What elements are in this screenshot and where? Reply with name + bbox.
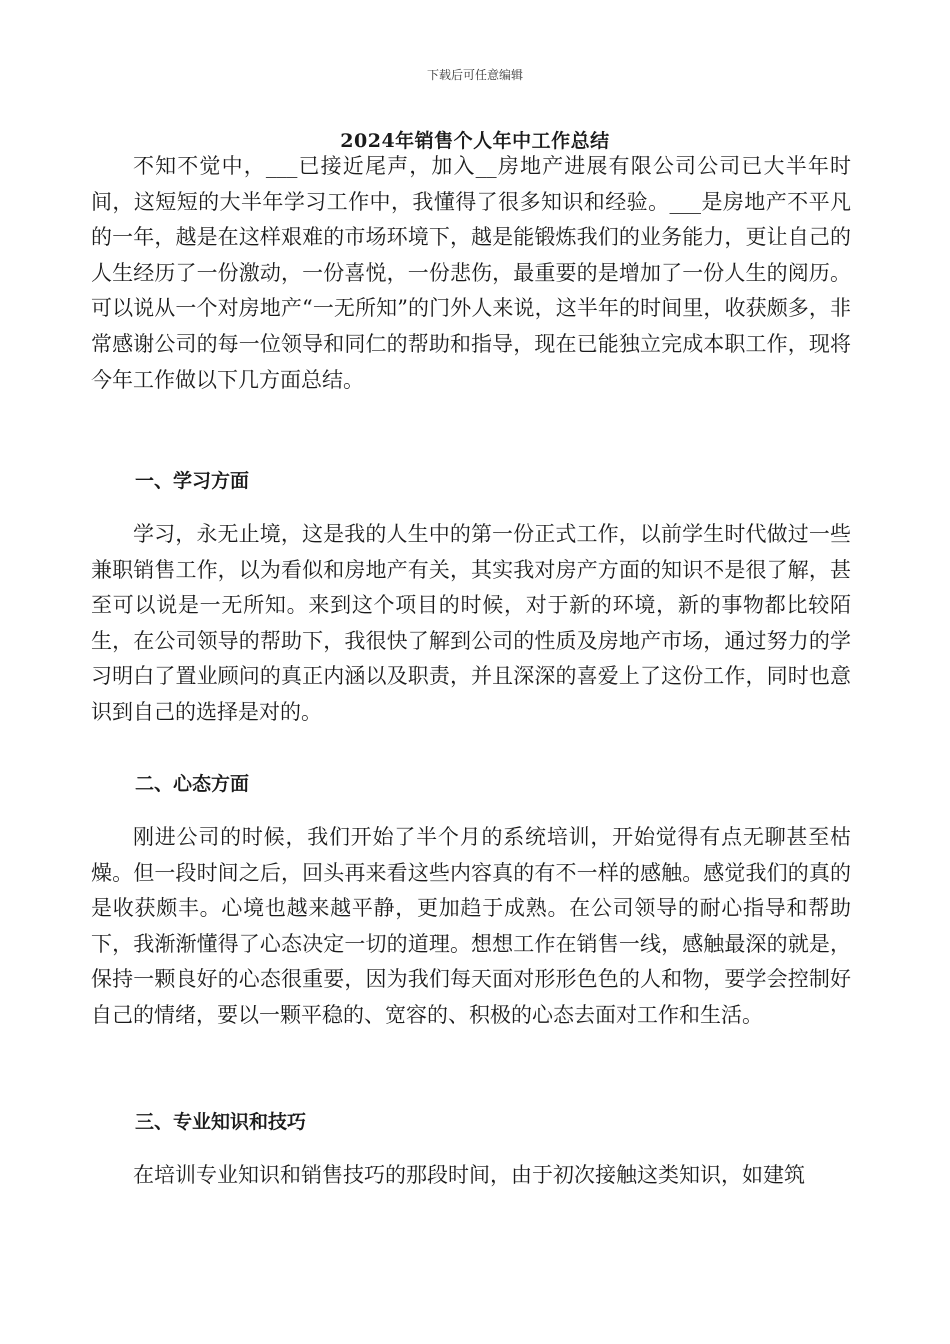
section-paragraph-study: 学习，永无止境，这是我的人生中的第一份正式工作，以前学生时代做过一些兼职销售工作，以为看似和房地产有关，其实我对房产方面的知识不是很了解，甚至可以说是一无所知。来到这个项目的时候，对于新的环境，新的事物都比较陌生，在公司领导的帮助下，我很快了解到公司的性质及房地产市场，通过努力的学习明白了置业顾问的真正内涵以及职责，并且深深的喜爱上了这份工作，同时也意识到自己的选择是对的。 <box>91 522 851 724</box>
document-title: 2024年销售个人年中工作总结 <box>340 130 610 152</box>
intro-paragraph: 不知不觉中，___已接近尾声，加入__房地产进展有限公司公司已大半年时间，这短短的大半年学习工作中，我懂得了很多知识和经验。___是房地产不平凡的一年，越是在这样艰难的市场环境下，越是能锻炼我们的业务能力，更让自己的人生经历了一份激动，一份喜悦，一份悲伤，最重要的是增加了一份人生的阅历。可以说从一个对房地产“一无所知”的门外人来说，这半年的时间里，收获颇多，非常感谢公司的每一位领导和同仁的帮助和指导，现在已能独立完成本职工作，现将今年工作做以下几方面总结。 <box>91 154 851 392</box>
section-heading-mindset: 二、心态方面 <box>135 773 250 795</box>
section-paragraph-skills: 在培训专业知识和销售技巧的那段时间，由于初次接触这类知识，如建筑 <box>133 1163 805 1187</box>
section-heading-skills: 三、专业知识和技巧 <box>135 1111 307 1133</box>
section-paragraph-mindset: 刚进公司的时候，我们开始了半个月的系统培训，开始觉得有点无聊甚至枯燥。但一段时间之后，回头再来看这些内容真的有不一样的感触。感觉我们的真的是收获颇丰。心境也越来越平静，更加趋于成熟。在公司领导的耐心指导和帮助下，我渐渐懂得了心态决定一切的道理。想想工作在销售一线，感触最深的就是，保持一颗良好的心态很重要，因为我们每天面对形形色色的人和物，要学会控制好自己的情绪，要以一颗平稳的、宽容的、积极的心态去面对工作和生活。 <box>91 825 851 1027</box>
section-heading-study: 一、学习方面 <box>135 470 250 492</box>
header-note: 下载后可任意编辑 <box>426 68 523 82</box>
